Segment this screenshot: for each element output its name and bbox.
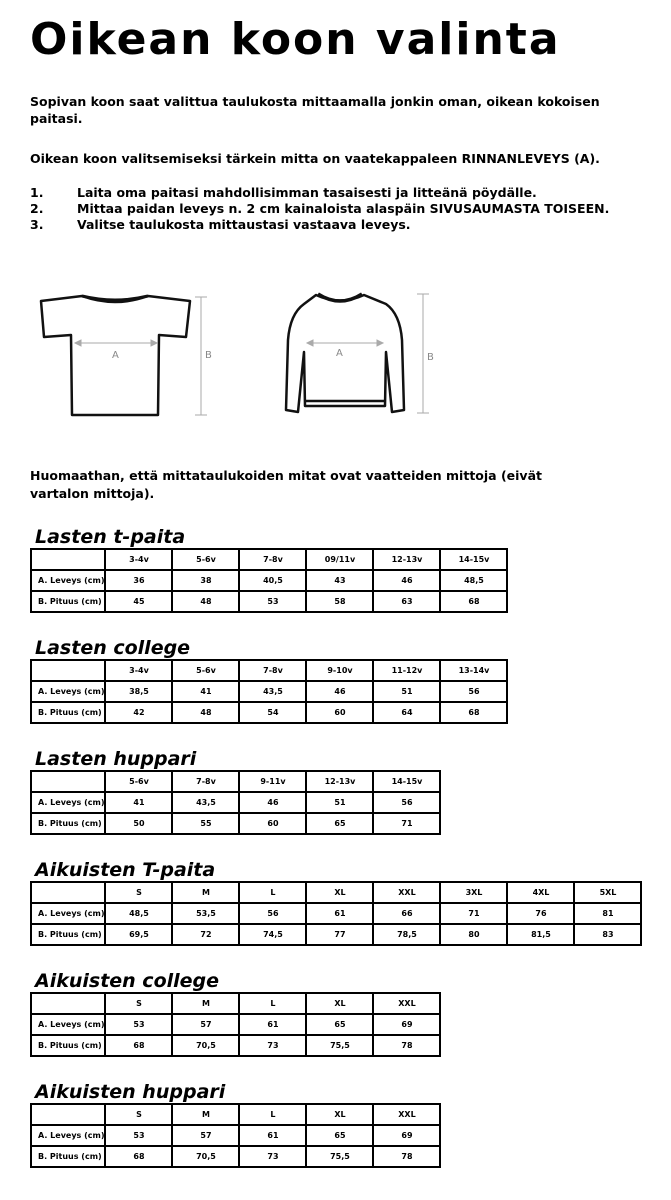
measurement-illustration <box>30 280 450 425</box>
size-header-cell: L <box>239 993 306 1014</box>
row-label-cell: A. Leveys (cm) <box>31 681 105 702</box>
size-header-cell: L <box>239 882 306 903</box>
table-header-row <box>31 1104 440 1125</box>
table-row <box>31 1125 440 1146</box>
table-title: Lasten t-paita <box>35 526 186 548</box>
table-row <box>31 1014 440 1035</box>
measurement-cell: 43,5 <box>239 681 306 702</box>
row-label-cell <box>31 882 105 903</box>
measurement-cell: 68 <box>105 1146 172 1167</box>
size-header-cell: 7-8v <box>239 660 306 681</box>
measurement-cell: 56 <box>440 681 507 702</box>
measurement-cell: 68 <box>440 591 507 612</box>
step-item: 3. Valitse taulukosta mittaustasi vastaava leveys. <box>30 217 411 232</box>
measurement-cell: 71 <box>440 903 507 924</box>
page-title: Oikean koon valinta <box>30 14 561 65</box>
measurement-cell: 60 <box>239 813 306 834</box>
measure-a-label: A <box>336 348 343 359</box>
size-header-cell: 5-6v <box>172 549 239 570</box>
note-text: Huomaathan, että mittataulukoiden mitat ovat vaatteiden mittoja (eivät vartalon mittoja). <box>30 468 542 501</box>
size-header-cell: 3XL <box>440 882 507 903</box>
size-header-cell: 11-12v <box>373 660 440 681</box>
size-header-cell: XL <box>306 1104 373 1125</box>
row-label-cell <box>31 1104 105 1125</box>
size-table <box>30 659 508 724</box>
measurement-cell: 57 <box>172 1125 239 1146</box>
measurement-cell: 78 <box>373 1035 440 1056</box>
measurement-cell: 69 <box>373 1125 440 1146</box>
table-title: Aikuisten T-paita <box>35 859 216 881</box>
size-table <box>30 992 441 1057</box>
table-row <box>31 591 507 612</box>
measurement-cell: 40,5 <box>239 570 306 591</box>
measurement-cell: 68 <box>440 702 507 723</box>
measurement-cell: 73 <box>239 1146 306 1167</box>
measurement-cell: 77 <box>306 924 373 945</box>
size-header-cell: XXL <box>373 1104 440 1125</box>
measure-b-label: B <box>427 352 434 363</box>
measurement-cell: 53,5 <box>172 903 239 924</box>
table-row <box>31 903 641 924</box>
row-label-cell <box>31 549 105 570</box>
measurement-cell: 74,5 <box>239 924 306 945</box>
step-item: 1. Laita oma paitasi mahdollisimman tasaisesti ja litteänä pöydälle. <box>30 185 537 200</box>
measurement-cell: 48 <box>172 591 239 612</box>
measurement-cell: 71 <box>373 813 440 834</box>
row-label-cell: A. Leveys (cm) <box>31 1125 105 1146</box>
measurement-cell: 54 <box>239 702 306 723</box>
row-label-cell: B. Pituus (cm) <box>31 591 105 612</box>
measure-a-label: A <box>112 350 119 361</box>
size-table <box>30 1103 441 1168</box>
measurement-cell: 38,5 <box>105 681 172 702</box>
measurement-cell: 69 <box>373 1014 440 1035</box>
table-title: Lasten huppari <box>35 748 197 770</box>
size-header-cell: XL <box>306 882 373 903</box>
measurement-cell: 65 <box>306 1014 373 1035</box>
measurement-cell: 80 <box>440 924 507 945</box>
measurement-cell: 76 <box>507 903 574 924</box>
row-label-cell: B. Pituus (cm) <box>31 1035 105 1056</box>
row-label-cell: A. Leveys (cm) <box>31 1014 105 1035</box>
measurement-cell: 64 <box>373 702 440 723</box>
measurement-cell: 66 <box>373 903 440 924</box>
measurement-cell: 57 <box>172 1014 239 1035</box>
size-header-cell: 3-4v <box>105 660 172 681</box>
row-label-cell: B. Pituus (cm) <box>31 702 105 723</box>
size-header-cell: 5XL <box>574 882 641 903</box>
size-table-section <box>30 859 642 946</box>
measurement-cell: 42 <box>105 702 172 723</box>
intro-key-measure: Oikean koon valitsemiseksi tärkein mitta on vaatekappaleen RINNANLEVEYS (A). <box>30 151 600 166</box>
table-title: Aikuisten college <box>35 970 220 992</box>
measurement-cell: 61 <box>306 903 373 924</box>
measurement-cell: 60 <box>306 702 373 723</box>
measurement-cell: 51 <box>373 681 440 702</box>
measurement-cell: 56 <box>373 792 440 813</box>
size-header-cell: M <box>172 882 239 903</box>
measurement-cell: 53 <box>105 1125 172 1146</box>
table-header-row <box>31 549 507 570</box>
size-header-cell: XL <box>306 993 373 1014</box>
table-row <box>31 681 507 702</box>
table-header-row <box>31 882 641 903</box>
measurement-cell: 43 <box>306 570 373 591</box>
table-row <box>31 1146 440 1167</box>
size-header-cell: XXL <box>373 882 440 903</box>
table-header-row <box>31 771 440 792</box>
size-header-cell: XXL <box>373 993 440 1014</box>
measurement-cell: 78,5 <box>373 924 440 945</box>
size-table-section <box>30 637 508 724</box>
measurement-cell: 43,5 <box>172 792 239 813</box>
instruction-steps <box>30 185 609 233</box>
measurement-cell: 78 <box>373 1146 440 1167</box>
measurement-cell: 72 <box>172 924 239 945</box>
measurement-cell: 58 <box>306 591 373 612</box>
measurement-cell: 81 <box>574 903 641 924</box>
size-header-cell: S <box>105 1104 172 1125</box>
row-label-cell: B. Pituus (cm) <box>31 813 105 834</box>
size-header-cell: 5-6v <box>172 660 239 681</box>
measurement-cell: 61 <box>239 1125 306 1146</box>
row-label-cell <box>31 771 105 792</box>
size-table <box>30 770 441 835</box>
measurement-cell: 38 <box>172 570 239 591</box>
row-label-cell: B. Pituus (cm) <box>31 924 105 945</box>
row-label-cell <box>31 660 105 681</box>
measurement-cell: 46 <box>306 681 373 702</box>
table-header-row <box>31 660 507 681</box>
measurement-cell: 46 <box>373 570 440 591</box>
measurement-cell: 53 <box>105 1014 172 1035</box>
measurement-cell: 46 <box>239 792 306 813</box>
table-title: Aikuisten huppari <box>35 1081 226 1103</box>
size-table <box>30 881 642 946</box>
size-table-section <box>30 970 441 1057</box>
measurement-cell: 70,5 <box>172 1035 239 1056</box>
size-table-section <box>30 748 441 835</box>
row-label-cell: A. Leveys (cm) <box>31 792 105 813</box>
size-header-cell: S <box>105 882 172 903</box>
measurement-cell: 56 <box>239 903 306 924</box>
size-header-cell: 7-8v <box>239 549 306 570</box>
measurement-cell: 50 <box>105 813 172 834</box>
table-row <box>31 792 440 813</box>
size-header-cell: 5-6v <box>105 771 172 792</box>
size-header-cell: M <box>172 1104 239 1125</box>
measurement-cell: 61 <box>239 1014 306 1035</box>
measurement-cell: 75,5 <box>306 1146 373 1167</box>
table-row <box>31 570 507 591</box>
measurement-cell: 83 <box>574 924 641 945</box>
measurement-cell: 69,5 <box>105 924 172 945</box>
measurement-cell: 45 <box>105 591 172 612</box>
size-header-cell: 09/11v <box>306 549 373 570</box>
measurement-cell: 41 <box>105 792 172 813</box>
measurement-cell: 41 <box>172 681 239 702</box>
measurement-cell: 53 <box>239 591 306 612</box>
measurement-cell: 55 <box>172 813 239 834</box>
row-label-cell: A. Leveys (cm) <box>31 903 105 924</box>
measurement-cell: 48 <box>172 702 239 723</box>
measurement-cell: 48,5 <box>440 570 507 591</box>
size-header-cell: L <box>239 1104 306 1125</box>
table-row <box>31 813 440 834</box>
size-header-cell: 7-8v <box>172 771 239 792</box>
size-header-cell: 4XL <box>507 882 574 903</box>
measure-b-label: B <box>205 350 212 361</box>
measurement-cell: 75,5 <box>306 1035 373 1056</box>
size-header-cell: 9-11v <box>239 771 306 792</box>
size-header-cell: 9-10v <box>306 660 373 681</box>
step-item: 2. Mittaa paidan leveys n. 2 cm kainaloista alaspäin SIVUSAUMASTA TOISEEN. <box>30 201 610 216</box>
size-header-cell: 13-14v <box>440 660 507 681</box>
size-header-cell: 12-13v <box>373 549 440 570</box>
row-label-cell: A. Leveys (cm) <box>31 570 105 591</box>
measurement-cell: 70,5 <box>172 1146 239 1167</box>
measurement-cell: 81,5 <box>507 924 574 945</box>
size-header-cell: 3-4v <box>105 549 172 570</box>
table-header-row <box>31 993 440 1014</box>
measurement-cell: 48,5 <box>105 903 172 924</box>
measurement-cell: 65 <box>306 1125 373 1146</box>
size-table-section <box>30 526 508 613</box>
size-header-cell: S <box>105 993 172 1014</box>
size-header-cell: 14-15v <box>440 549 507 570</box>
sweatshirt-icon <box>286 294 404 412</box>
measurement-cell: 65 <box>306 813 373 834</box>
table-row <box>31 1035 440 1056</box>
size-table <box>30 548 508 613</box>
intro-text: Sopivan koon saat valittua taulukosta mittaamalla jonkin oman, oikean kokoisen paitasi. <box>30 94 600 126</box>
row-label-cell: B. Pituus (cm) <box>31 1146 105 1167</box>
measurement-cell: 73 <box>239 1035 306 1056</box>
row-label-cell <box>31 993 105 1014</box>
size-header-cell: 12-13v <box>306 771 373 792</box>
measurement-cell: 68 <box>105 1035 172 1056</box>
measurement-cell: 36 <box>105 570 172 591</box>
table-row <box>31 702 507 723</box>
table-title: Lasten college <box>35 637 191 659</box>
size-header-cell: M <box>172 993 239 1014</box>
measurement-cell: 51 <box>306 792 373 813</box>
measurement-cell: 63 <box>373 591 440 612</box>
size-header-cell: 14-15v <box>373 771 440 792</box>
table-row <box>31 924 641 945</box>
size-table-section <box>30 1081 441 1168</box>
